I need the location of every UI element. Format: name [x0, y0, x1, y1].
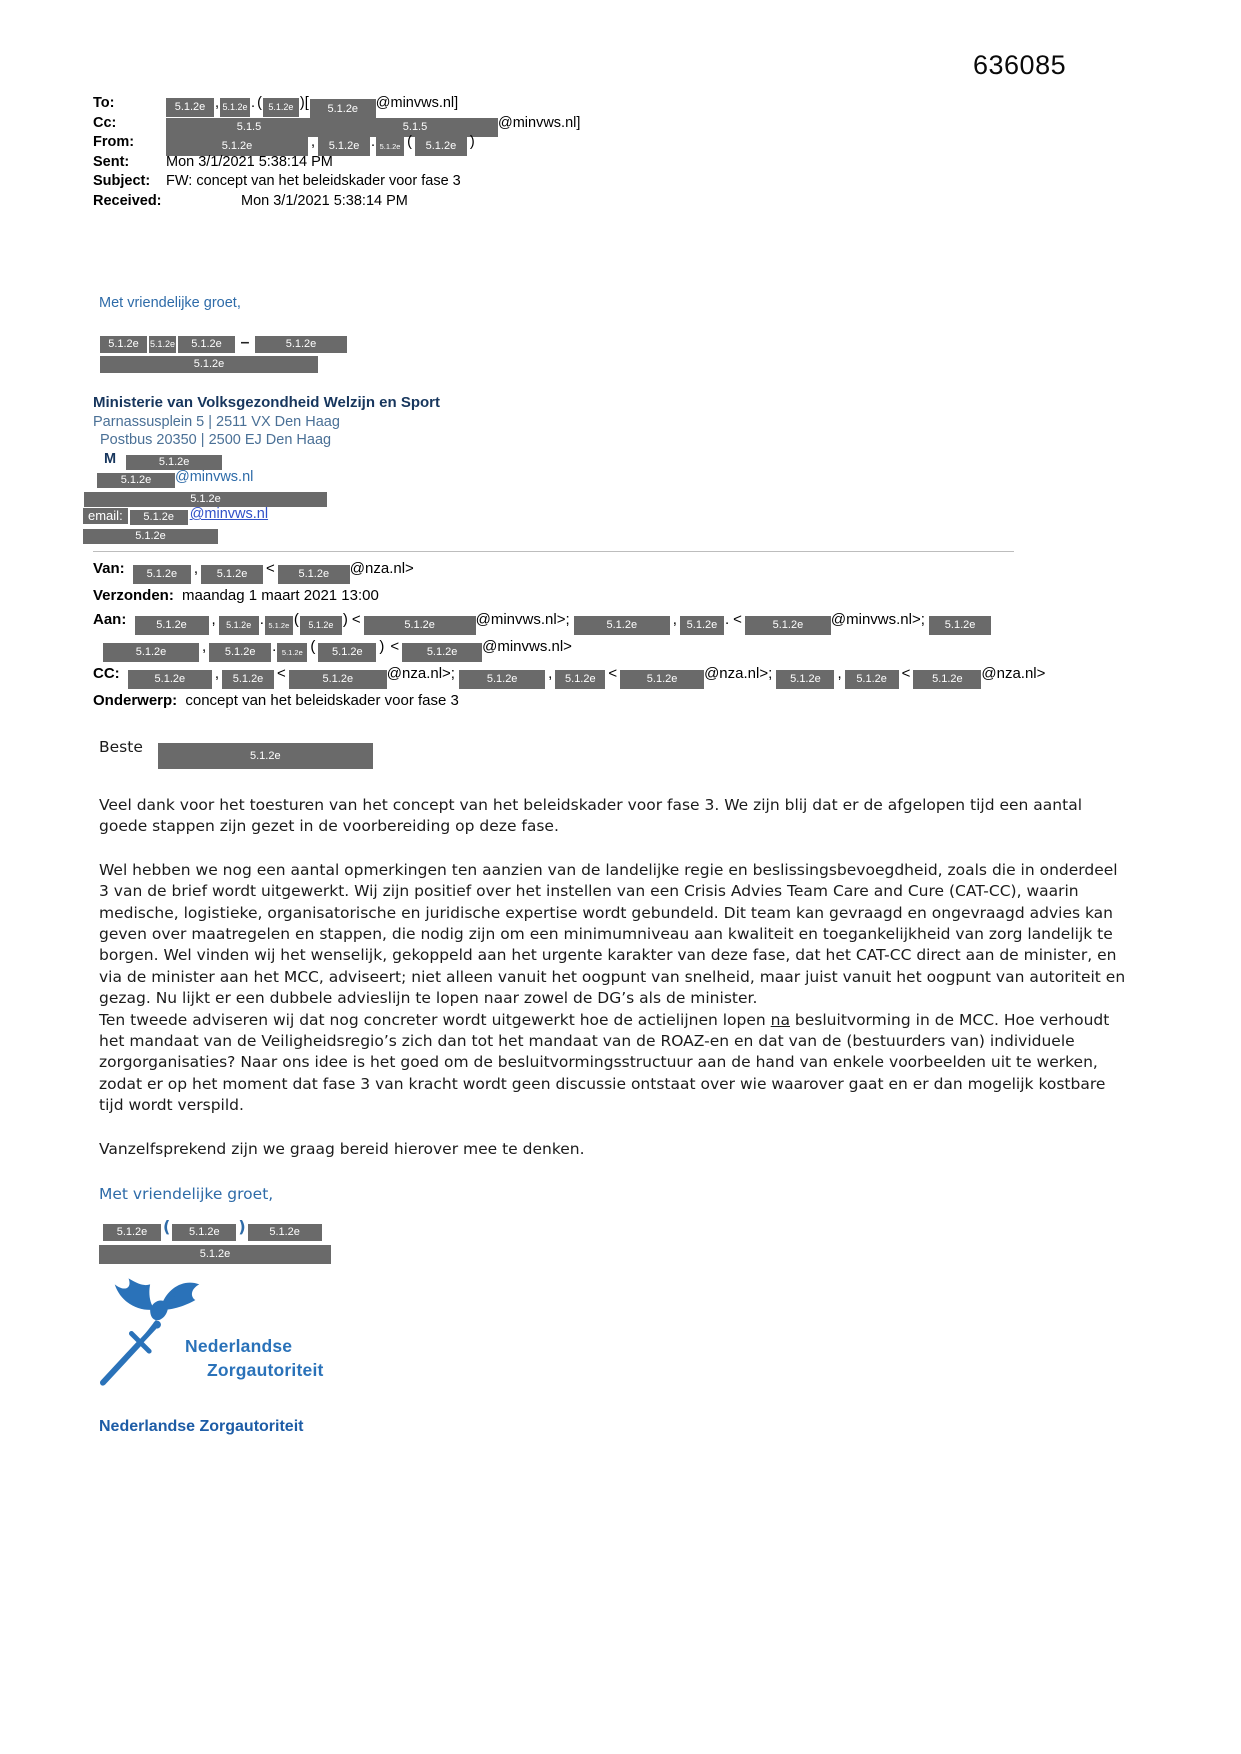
- redaction-box: 5.1.2e: [255, 336, 347, 353]
- organization-name: Ministerie van Volksgezondheid Welzijn en Sport: [93, 394, 440, 411]
- redaction-row: [83, 524, 440, 543]
- redaction-box: 5.1.2e: [126, 455, 222, 470]
- redaction-box: 5.1.2e: [84, 492, 327, 507]
- separator-text: .: [259, 610, 264, 628]
- redaction-box: 5.1.2e: [97, 473, 175, 488]
- separator-text: .: [272, 637, 277, 655]
- redacted-signature-block-bottom: [99, 1216, 1127, 1260]
- received-label: Received:: [93, 192, 162, 209]
- van-label: Van:: [93, 560, 125, 577]
- separator-text: <: [608, 664, 618, 682]
- redaction-row: [100, 350, 347, 369]
- verzonden-value: maandag 1 maart 2021 13:00: [182, 587, 379, 604]
- redaction-box: 5.1.2e: [555, 670, 605, 689]
- redaction-box: 5.1.2e: [376, 137, 404, 156]
- vws-signature: [88, 394, 440, 542]
- redaction-box: 5.1.2e: [178, 336, 235, 353]
- redaction-row: [84, 487, 440, 506]
- header-row-cc: [93, 114, 580, 134]
- paragraph-3-post: besluitvorming in de MCC. Hoe verhoudt het mandaat van de Veiligheidsregio’s zich dan tot het mandaat van de ROAZ-en en dat van de (bestuurders van) individuele zorgorganisaties? Naar ons idee is het goed om de besluitvormingsstructuur aan de hand van enkele voorbeelden uit te werken, zodat er op het moment dat fase 3 van kracht wordt geen discussie ontstaat over wie waarover gaat en er dan mogelijk kostbare tijd wordt verspild.: [99, 1010, 1110, 1115]
- email-label-chip: email:: [83, 508, 128, 524]
- footer-organization-name: Nederlandse Zorgautoriteit: [99, 1417, 304, 1435]
- redaction-box: 5.1.2e: [149, 336, 176, 353]
- redaction-box: 5.1.2e: [103, 643, 199, 662]
- separator-text: .: [724, 610, 730, 628]
- logo-text-line1: Nederlandse: [185, 1335, 293, 1356]
- mail-row: [93, 468, 440, 487]
- salutation-text: Beste: [99, 738, 143, 756]
- separator-text: ,: [672, 610, 677, 628]
- redaction-box: 5.1.2e: [128, 670, 212, 689]
- redaction-box: 5.1.2e: [103, 1224, 161, 1241]
- to-domain: @minvws.nl]: [375, 95, 459, 111]
- separator-text: (: [163, 1216, 171, 1236]
- redaction-box: 5.1.2e: [130, 510, 188, 525]
- redaction-box: 5.1.2e: [310, 99, 376, 120]
- redaction-box: 5.1.2e: [845, 670, 899, 689]
- greeting-bottom: Met vriendelijke groet,: [99, 1185, 274, 1204]
- header-row-to: [93, 94, 580, 114]
- redaction-box: 5.1.2e: [278, 565, 350, 584]
- divider-line: [93, 551, 1014, 552]
- cc-label: Cc:: [93, 114, 117, 131]
- subject-value: FW: concept van het beleidskader voor fase 3: [166, 173, 461, 189]
- redaction-box: 5.1.2e: [574, 616, 670, 635]
- separator-text: (: [310, 637, 316, 655]
- separator-text: ,: [837, 664, 842, 682]
- redaction-box: 5.1.2e: [222, 670, 274, 689]
- redaction-box: 5.1.2e: [100, 356, 318, 373]
- nza-bird-icon: [115, 1278, 200, 1337]
- minvws-domain: @minvws.nl>;: [830, 610, 925, 628]
- paragraph-4: Vanzelfsprekend zijn we graag bereid hierover mee te denken.: [99, 1139, 585, 1158]
- sent-label: Sent:: [93, 153, 130, 170]
- separator-text: .: [251, 95, 256, 111]
- paragraph-2: [99, 860, 1127, 1117]
- redaction-box: 5.1.2e: [248, 1224, 322, 1241]
- redaction-box: 5.1.2e: [620, 670, 704, 689]
- mobile-row: [93, 450, 440, 469]
- cc-domain: @minvws.nl]: [498, 114, 581, 131]
- redaction-box: 5.1.2e: [415, 137, 467, 156]
- redaction-row: [100, 330, 347, 349]
- nza-domain: @nza.nl>: [981, 664, 1046, 682]
- minvws-domain: @minvws.nl>;: [475, 610, 570, 628]
- onderwerp-value: concept van het beleidskader voor fase 3: [185, 691, 459, 709]
- paragraph-3-underlined-word: na: [770, 1010, 790, 1029]
- redaction-box: 5.1.2e: [929, 616, 991, 635]
- document-number: 636085: [973, 50, 1067, 80]
- redaction-box: 5.1.2e: [318, 643, 376, 662]
- separator-text: (: [407, 134, 412, 150]
- separator-text: <: [266, 560, 275, 577]
- cc-row: [93, 662, 1233, 689]
- redaction-box: 5.1.2e: [745, 616, 831, 635]
- separator-text: <: [733, 610, 742, 628]
- salutation-row: [99, 737, 1127, 769]
- nza-domain: @nza.nl>: [349, 560, 414, 577]
- received-value: Mon 3/1/2021 5:38:14 PM: [241, 192, 408, 209]
- separator-text: ): [379, 637, 385, 655]
- separator-text: ,: [211, 610, 216, 628]
- minvws-domain: @minvws.nl>: [482, 637, 572, 655]
- redaction-box: 5.1.2e: [219, 616, 259, 635]
- onderwerp-row: [93, 689, 1233, 713]
- redaction-box: 5.1.2e: [776, 670, 834, 689]
- van-row: [93, 557, 1233, 584]
- redaction-box: 5.1.2e: [209, 643, 271, 662]
- separator-text: ): [469, 134, 475, 150]
- separator-text: –: [240, 334, 250, 351]
- redaction-box: 5.1.2e: [318, 137, 370, 156]
- redaction-box: 5.1.2e: [289, 670, 387, 689]
- redaction-box: 5.1.2e: [166, 137, 308, 156]
- nza-domain: @nza.nl>;: [386, 664, 455, 682]
- separator-text: .: [371, 134, 376, 150]
- paragraph-3-pre: Ten tweede adviseren wij dat nog concreter wordt uitgewerkt hoe de actielijnen lopen: [99, 1010, 771, 1029]
- minvws-domain-text: @minvws.nl: [175, 469, 254, 485]
- redaction-row: [99, 1239, 1127, 1260]
- cc-quoted-label: CC:: [93, 664, 120, 682]
- mobile-label: M: [104, 450, 117, 467]
- minvws-email-link[interactable]: @minvws.nl: [189, 506, 269, 522]
- email-header: [93, 94, 580, 211]
- separator-text: ): [342, 610, 348, 628]
- visit-address: Parnassusplein 5 | 2511 VX Den Haag: [93, 413, 340, 430]
- redaction-box: 5.1.2e: [300, 616, 342, 635]
- nza-logo: [99, 1276, 429, 1390]
- separator-text: <: [901, 664, 911, 682]
- to-label: To:: [93, 95, 115, 111]
- logo-text-line2: Zorgautoriteit: [207, 1359, 324, 1380]
- separator-text: ,: [193, 560, 199, 577]
- redaction-box: 5.1.2e: [166, 98, 214, 117]
- onderwerp-label: Onderwerp:: [93, 691, 178, 709]
- separator-text: ): [238, 1216, 246, 1236]
- redaction-box: 5.1.2e: [83, 529, 218, 544]
- redaction-label: 5.1.5: [402, 120, 428, 133]
- header-row-received: [93, 192, 580, 212]
- header-row-subject: [93, 172, 580, 192]
- separator-text: ,: [311, 134, 316, 150]
- redaction-box: 5.1.2e: [277, 643, 307, 662]
- redaction-box: 5.1.2e: [680, 616, 724, 635]
- separator-text: ,: [202, 637, 207, 655]
- redaction-box: 5.1.2e: [172, 1224, 236, 1241]
- verzonden-row: [93, 584, 1233, 608]
- redaction-row: [99, 1216, 1127, 1237]
- nza-logo-graphic: [99, 1276, 217, 1390]
- redaction-box: 5.1.2e: [220, 98, 250, 117]
- redaction-box: 5.1.2e: [265, 616, 293, 635]
- separator-text: <: [390, 637, 400, 655]
- separator-text: ,: [548, 664, 553, 682]
- sent-value: Mon 3/1/2021 5:38:14 PM: [166, 153, 333, 170]
- redaction-box: 5.1.2e: [201, 565, 263, 584]
- verzonden-label: Verzonden:: [93, 587, 174, 604]
- separator-text: <: [277, 664, 286, 682]
- redaction-box: 5.1.2e: [99, 1245, 331, 1264]
- redaction-box: 5.1.2e: [135, 616, 209, 635]
- redaction-box: 5.1.2e: [459, 670, 545, 689]
- separator-text: ,: [214, 664, 220, 682]
- paragraph-1: Veel dank voor het toesturen van het concept van het beleidskader voor fase 3. We zijn blij dat er de afgelopen tijd een aantal goede stappen zijn gezet in de voorbereiding op deze fase.: [99, 796, 1083, 836]
- quoted-header: [93, 557, 1233, 712]
- greeting-top: Met vriendelijke groet,: [99, 295, 241, 311]
- email-row: [83, 505, 440, 524]
- postal-address: Postbus 20350 | 2500 EJ Den Haag: [100, 432, 332, 448]
- redaction-box: 5.1.2e: [100, 336, 147, 353]
- email-body: [99, 737, 1127, 1437]
- separator-text: ,: [215, 95, 220, 111]
- redacted-signature-block-top: [100, 330, 347, 369]
- redaction-box: 5.1.2e: [402, 643, 482, 662]
- redaction-box: 5.1.2e: [133, 565, 191, 584]
- aan-label: Aan:: [93, 610, 127, 628]
- redaction-label: 5.1.5: [236, 120, 262, 133]
- paragraph-2-text: Wel hebben we nog een aantal opmerkingen ten aanzien van de landelijke regie en beslissingsbevoegdheid, zoals die in onderdeel 3 van de brief wordt uitgewerkt. Wij zijn positief over het instellen van een Crisis Advies Team Care and Cure (CAT-CC), waarin medische, logistieke, organisatorische en juridische expertise wordt gebundeld. Dit team kan gevraagd en ongevraagd advies kan geven over maatregelen en stappen, die nodig zijn om een minimumniveau aan kwaliteit en toegankelijkheid van zorg landelijk te borgen. Wel vinden wij het wenselijk, gekoppeld aan het urgente karakter van deze fase, dat het CAT-CC direct aan de minister, en via de minister aan het MCC, adviseert; niet alleen vanuit het oogpunt van snelheid, maar juist vanuit het oogpunt van autoriteit en gezag. Nu lijkt er een dubbele advieslijn te lopen naar zowel de DG’s als de minister.: [99, 860, 1126, 1008]
- separator-text: (: [257, 95, 262, 111]
- nza-sword-icon: [103, 1320, 161, 1382]
- redaction-box: 5.1.2e: [263, 98, 299, 117]
- aan-row: [93, 608, 1233, 662]
- redaction-box: 5.1.2e: [364, 616, 476, 635]
- separator-text: (: [293, 610, 299, 628]
- subject-label: Subject:: [93, 173, 151, 189]
- separator-text: <: [351, 610, 361, 628]
- redaction-box: 5.1.2e: [158, 743, 373, 769]
- from-label: From:: [93, 134, 135, 150]
- redaction-box: 5.1.2e: [913, 670, 981, 689]
- separator-text: )[: [299, 95, 309, 111]
- nza-domain: @nza.nl>;: [704, 664, 773, 682]
